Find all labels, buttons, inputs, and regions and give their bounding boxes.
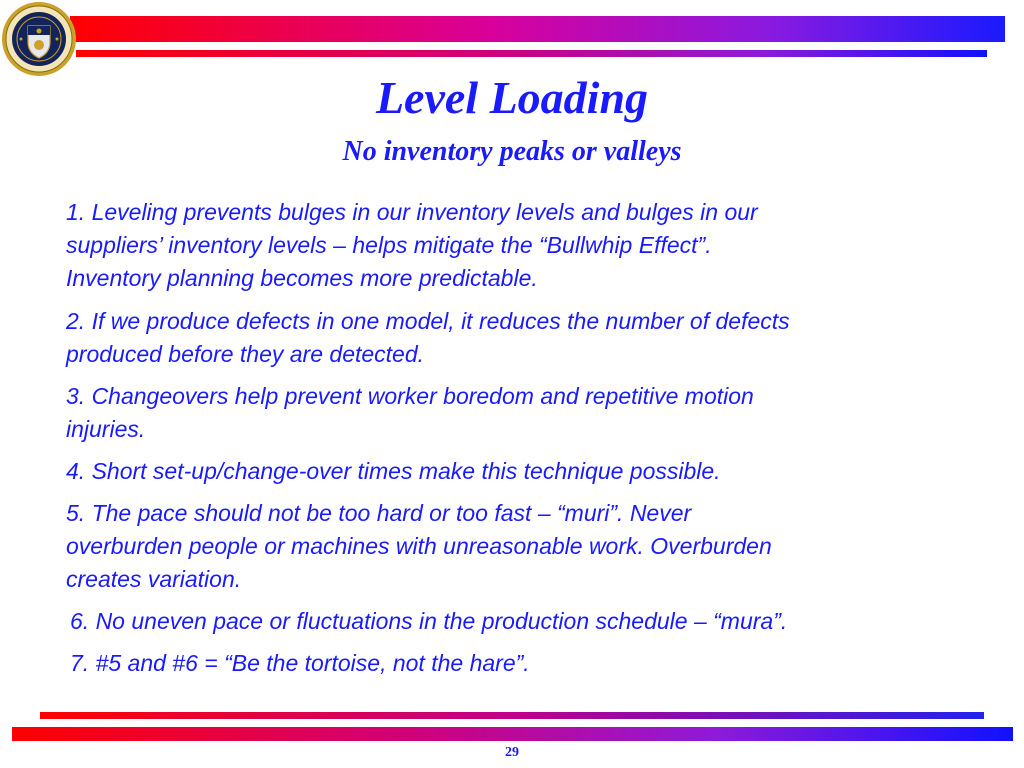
slide-title: Level Loading xyxy=(375,72,649,123)
slide-subtitle: No inventory peaks or valleys xyxy=(342,136,682,167)
bottom-thin-gradient-bar xyxy=(40,712,984,719)
bottom-gradient-bar xyxy=(12,727,1013,741)
page-number: 29 xyxy=(505,745,519,760)
list-item: 7. #5 and #6 = “Be the tortoise, not the hare”. xyxy=(70,650,530,676)
list-item: 4. Short set-up/change-over times make this technique possible. xyxy=(66,458,721,484)
list-item: 5. The pace should not be too hard or too fast – “muri”. Never overburden people or machines with unreasonable work. Overburden creates variation. xyxy=(66,500,772,592)
list-item: 2. If we produce defects in one model, it reduces the number of defects produced before they are detected. xyxy=(66,308,790,367)
list-item: 3. Changeovers help prevent worker boredom and repetitive motion injuries. xyxy=(66,383,754,442)
list-item: 6. No uneven pace or fluctuations in the production schedule – “mura”. xyxy=(70,608,788,634)
list-item: 1. Leveling prevents bulges in our inventory levels and bulges in our suppliers’ inventory levels – helps mitigate the “Bullwhip Effect”. Inventory planning becomes more predictable. xyxy=(66,199,758,291)
